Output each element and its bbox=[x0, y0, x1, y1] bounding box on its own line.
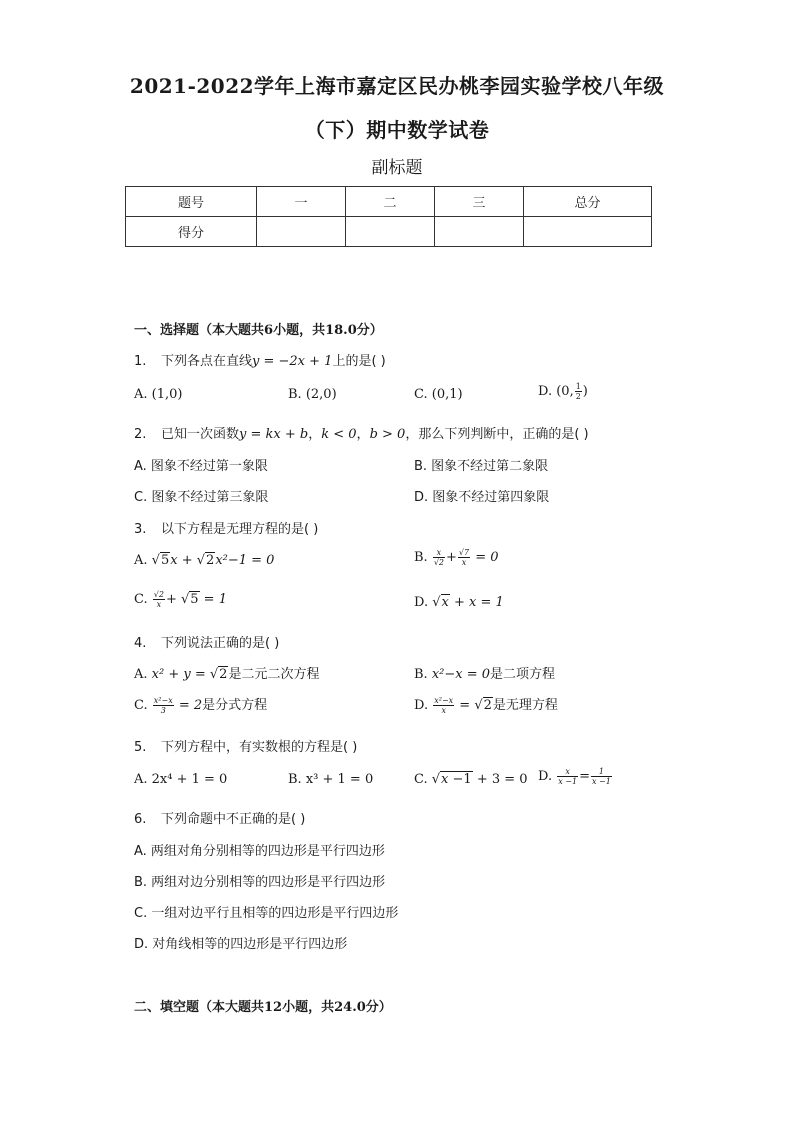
question-1 bbox=[134, 350, 386, 369]
score-table-row bbox=[126, 217, 652, 247]
fraction-denominator: 2 bbox=[575, 392, 581, 401]
score-header-cell: 一 bbox=[257, 187, 346, 217]
math-expression: x²−1 = 0 bbox=[215, 553, 275, 568]
score-cell[interactable] bbox=[346, 217, 435, 247]
q4-option-a[interactable]: A. x² + y = √2是二元二次方程 bbox=[134, 667, 320, 682]
q2-option-c[interactable]: C. 图象不经过第三象限 bbox=[134, 490, 269, 505]
question-number: 6. bbox=[134, 812, 147, 827]
math-expression: + x = 1 bbox=[449, 595, 504, 610]
q6-option-b[interactable]: B. 两组对边分别相等的四边形是平行四边形 bbox=[134, 875, 386, 890]
question-stem: ， bbox=[308, 427, 322, 442]
score-row-label: 得分 bbox=[126, 217, 257, 247]
section-count: 12 bbox=[264, 1000, 283, 1015]
option-text: 是二项方程 bbox=[490, 667, 556, 682]
q5-option-b[interactable]: B. x³ + 1 = 0 bbox=[288, 772, 374, 787]
math-expression: x²−x = 0 bbox=[431, 667, 491, 682]
option-text: 是分式方程 bbox=[202, 698, 268, 713]
section-count: 6 bbox=[264, 323, 274, 338]
math-expression: x² + y = bbox=[151, 667, 210, 682]
question-stem: 以下方程是无理方程的是( ) bbox=[161, 522, 319, 537]
math-expression: k < 0 bbox=[321, 427, 357, 442]
exam-title-line-2: （下）期中数学试卷 bbox=[304, 118, 490, 142]
exam-title-line-1: 2021-2022学年上海市嘉定区民办桃李园实验学校八年级 bbox=[129, 74, 665, 98]
q4-option-d[interactable]: D. $\frac{\text{x²−x}}{x}$ = √2是无理方程 bbox=[414, 696, 558, 715]
q1-option-c[interactable]: C. (0,1) bbox=[414, 387, 463, 402]
option-label: D. bbox=[538, 769, 553, 784]
q5-option-a[interactable]: A. 2x⁴ + 1 = 0 bbox=[134, 772, 228, 787]
question-number: 1. bbox=[134, 354, 147, 369]
section-text: 小题，共 bbox=[273, 323, 326, 338]
question-stem: ，那么下列判断中，正确的是( ) bbox=[405, 427, 589, 442]
score-cell[interactable] bbox=[524, 217, 652, 247]
q2-option-d[interactable]: D. 图象不经过第四象限 bbox=[414, 490, 550, 505]
option-text: ) bbox=[582, 384, 588, 399]
q1-option-a[interactable]: A. (1,0) bbox=[134, 387, 183, 402]
score-header-cell: 二 bbox=[346, 187, 435, 217]
q1-option-b[interactable]: B. (2,0) bbox=[288, 387, 337, 402]
q3-option-a[interactable]: A. √5x + √2x²−1 = 0 bbox=[134, 553, 275, 568]
section-heading-choice bbox=[134, 319, 383, 338]
question-stem: 已知一次函数 bbox=[161, 427, 240, 442]
question-stem: 上的是( ) bbox=[332, 354, 386, 369]
math-expression: = bbox=[455, 698, 475, 713]
math-expression: = 0 bbox=[471, 550, 499, 565]
question-2 bbox=[134, 423, 589, 442]
fraction-numerator: 1 bbox=[575, 382, 581, 391]
question-number: 5. bbox=[134, 740, 147, 755]
section-heading-fill-blank bbox=[134, 996, 392, 1015]
score-table bbox=[125, 186, 652, 247]
q4-option-b[interactable] bbox=[414, 663, 555, 682]
option-text: 是二元二次方程 bbox=[228, 667, 320, 682]
math-expression: y = kx + b bbox=[239, 427, 309, 442]
exam-subtitle: 副标题 bbox=[371, 158, 423, 178]
math-expression: + 3 = 0 bbox=[472, 772, 528, 787]
question-number: 2. bbox=[134, 427, 147, 442]
math-expression: b > 0 bbox=[369, 427, 406, 442]
q2-option-b[interactable]: B. 图象不经过第二象限 bbox=[414, 459, 549, 474]
section-points: 24.0 bbox=[334, 1000, 366, 1015]
question-stem: 下列说法正确的是( ) bbox=[161, 636, 280, 651]
option-label: C. bbox=[414, 772, 428, 787]
score-cell[interactable] bbox=[257, 217, 346, 247]
section-points: 18.0 bbox=[325, 323, 357, 338]
option-label: C. bbox=[134, 698, 148, 713]
q3-option-d[interactable]: D. √x + x = 1 bbox=[414, 595, 504, 610]
math-expression: x + bbox=[170, 553, 197, 568]
question-3 bbox=[134, 518, 318, 537]
q5-option-c[interactable]: C. √x −1 + 3 = 0 bbox=[414, 772, 528, 787]
q3-option-b[interactable]: B. $\frac{x}{√2}$ + $\frac{√7}{x}$ = 0 bbox=[414, 548, 499, 567]
question-number: 3. bbox=[134, 522, 147, 537]
q2-option-a[interactable]: A. 图象不经过第一象限 bbox=[134, 459, 268, 474]
question-4 bbox=[134, 632, 279, 651]
math-expression: y = −2x + 1 bbox=[252, 354, 333, 369]
option-label: A. bbox=[134, 667, 148, 682]
score-cell[interactable] bbox=[435, 217, 524, 247]
question-number: 4. bbox=[134, 636, 147, 651]
q6-option-a[interactable]: A. 两组对角分别相等的四边形是平行四边形 bbox=[134, 844, 385, 859]
q5-option-d[interactable]: D. $\frac{x}{x -1}$ = $\frac{1}{x -1}$ bbox=[538, 767, 611, 786]
question-stem: ， bbox=[356, 427, 370, 442]
option-label: C. bbox=[134, 592, 148, 607]
q1-option-d[interactable] bbox=[538, 382, 588, 401]
option-label: D. bbox=[414, 698, 429, 713]
option-label: B. bbox=[414, 550, 428, 565]
question-6 bbox=[134, 808, 305, 827]
option-label: D. bbox=[414, 595, 429, 610]
section-text: 一、选择题（本大题共 bbox=[134, 323, 265, 338]
q6-option-d[interactable]: D. 对角线相等的四边形是平行四边形 bbox=[134, 937, 348, 952]
option-label: A. bbox=[134, 553, 148, 568]
math-expression: = 2 bbox=[174, 698, 203, 713]
score-header-cell: 总分 bbox=[524, 187, 652, 217]
option-text: 是无理方程 bbox=[492, 698, 558, 713]
score-table-header-row bbox=[126, 187, 652, 217]
section-text: 二、填空题（本大题共 bbox=[134, 1000, 265, 1015]
math-expression: = 1 bbox=[199, 592, 227, 607]
option-label: B. bbox=[414, 667, 428, 682]
q3-option-c[interactable]: C. $\frac{√2}{x}$ + √5 = 1 bbox=[134, 590, 227, 609]
q6-option-c[interactable]: C. 一组对边平行且相等的四边形是平行四边形 bbox=[134, 906, 399, 921]
question-stem: 下列各点在直线 bbox=[161, 354, 253, 369]
question-stem: 下列方程中，有实数根的方程是( ) bbox=[161, 740, 358, 755]
section-text: 小题，共 bbox=[282, 1000, 335, 1015]
question-5 bbox=[134, 736, 357, 755]
score-header-cell: 三 bbox=[435, 187, 524, 217]
section-text: 分） bbox=[356, 323, 383, 338]
q4-option-c[interactable]: C. $\frac{\text{x²−x}}{3}$ = 2是分式方程 bbox=[134, 696, 268, 715]
option-text: D. (0, bbox=[538, 384, 574, 399]
score-header-cell: 题号 bbox=[126, 187, 257, 217]
section-text: 分） bbox=[365, 1000, 392, 1015]
question-stem: 下列命题中不正确的是( ) bbox=[161, 812, 306, 827]
